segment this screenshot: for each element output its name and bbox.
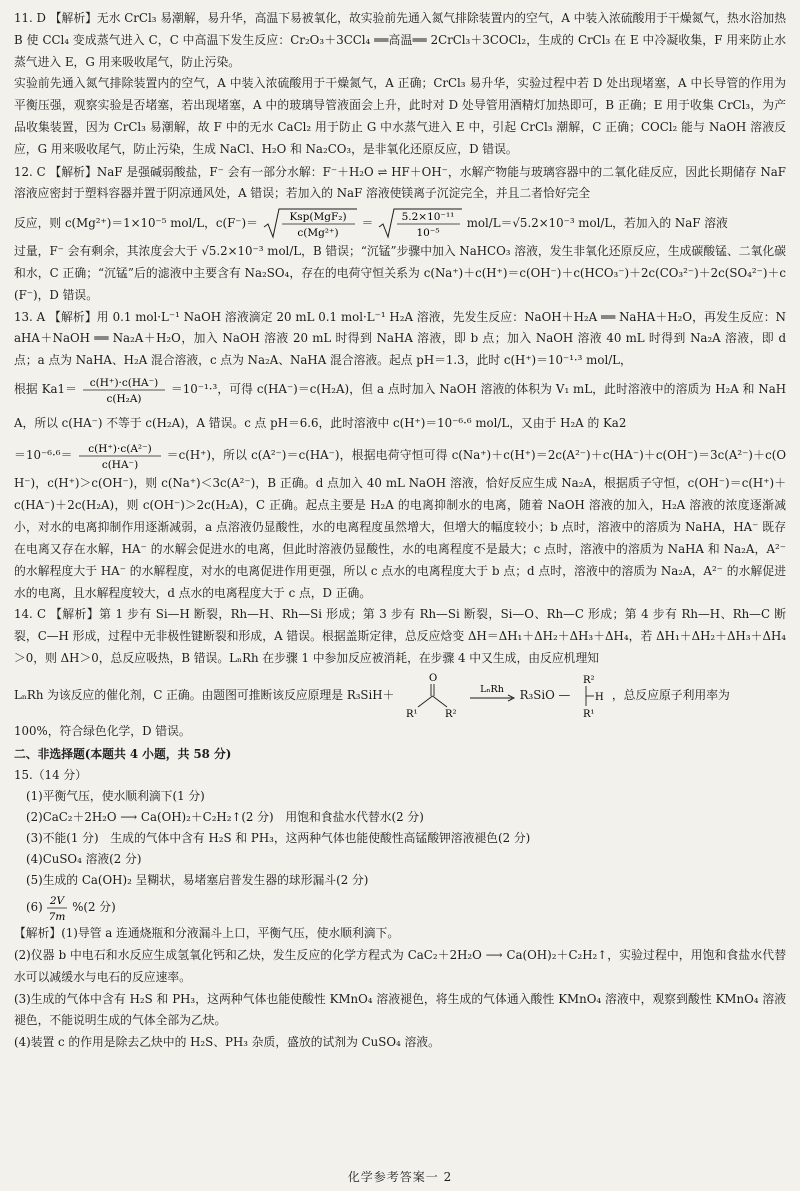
q13-ka2-fraction (77, 440, 163, 472)
q13-frac1-den: c(H₂A) (106, 392, 142, 405)
r2-label: R² (445, 709, 457, 721)
q13-ka2-text: ＝10⁻⁶·⁶＝ (14, 447, 73, 462)
q12-frac1-den: c(Mg²⁺) (297, 227, 339, 240)
q12-sqrt-fraction-1 (262, 207, 358, 241)
q12-frac2-den: 10⁻⁵ (416, 227, 440, 240)
q12-frac1-num: Ksp(MgF₂) (289, 211, 347, 224)
q13-ka1-fraction (81, 374, 167, 406)
q12-paragraph-c: 过量，F⁻ 会有剩余，其浓度会大于 √5.2×10⁻³ mol/L，B 错误；“沉锰”步骤中加入 NaHCO₃ 溶液，发生非氧化还原反应，生成碳酸锰、二氧化碳和水，C 正确；“沉锰”后的滤液中主要含有 Na₂SO₄，存在的电荷守恒关系为 c(Na⁺)＋c(H⁺)＝c(OH⁻)＋c(HCO₃⁻)＋2c(CO₃²⁻)＋2c(SO₄²⁻)＋c(F⁻)，D 错误。 (14, 244, 786, 302)
q15-answer-1: (1)平衡气压，使水顺利滴下(1 分) (26, 789, 205, 804)
q14-atom-economy-text: ，总反应原子利用率为 (611, 688, 730, 703)
q15-a6-denominator: 7m (49, 911, 66, 924)
q15-answer-3: (3)不能(1 分) 生成的气体中含有 H₂S 和 PH₃，这两种气体也能使酸性高锰酸钾溶液褪色(2 分) (26, 831, 531, 846)
oxygen-atom-label: O (429, 673, 438, 685)
section-heading: 二、非选择题(本题共 4 小题，共 58 分) (14, 747, 232, 762)
q13-frac1-num: c(H⁺)·c(HA⁻) (89, 376, 159, 389)
q15-header: 15.（14 分） (14, 768, 87, 783)
q12-formula-text-2: ＝ (361, 216, 374, 231)
q15-a6-prefix: (6) (26, 900, 43, 915)
q12-paragraph-a: 12. C 【解析】NaF 是强碱弱酸盐，F⁻ 会有一部分水解：F⁻＋H₂O ⇌ HF＋OH⁻，水解产物能与玻璃容器中的二氧化硅反应，因此长期储存 NaF 溶液应密封于塑料容器并置于阴凉通风处，A 错误；若加入的 NaF 溶液使镁离子沉淀完全，并且二者恰好完全 (14, 164, 786, 201)
q12-formula-text-1: 反应，则 c(Mg²⁺)＝1×10⁻⁵ mol/L，c(F⁻)＝ (14, 216, 258, 231)
q15-a6-fraction (46, 893, 68, 923)
r2-product-label: R² (583, 675, 595, 687)
q13-frac2-den: c(HA⁻) (101, 458, 138, 471)
q14-product-text: R₃SiO — (519, 688, 571, 703)
q12-frac2-num: 5.2×10⁻¹¹ (401, 211, 455, 224)
q15-answer-6 (14, 891, 786, 923)
ketone-structure (398, 671, 464, 721)
q15-answer-4: (4)CuSO₄ 溶液(2 分) (26, 852, 142, 867)
q14-paragraph-c: 100%，符合绿色化学，D 错误。 (14, 724, 191, 739)
q15-explanation-3: (3)生成的气体中含有 H₂S 和 PH₃，这两种气体也能使酸性 KMnO₄ 溶液褪色，将生成的气体通入酸性 KMnO₄ 溶液中，观察到酸性 KMnO₄ 溶液褪色，不能说明生成的气体全部为乙炔。 (14, 991, 786, 1028)
q13-paragraph-a: 13. A 【解析】用 0.1 mol·L⁻¹ NaOH 溶液滴定 20 mL 0.1 mol·L⁻¹ H₂A 溶液，先发生反应：NaOH＋H₂A ══ NaHA＋H₂O，再发生反应：NaHA＋NaOH ══ Na₂A＋H₂O，加入 NaOH 溶液 20 mL 时得到 NaHA 溶液，即 b 点；加入 NaOH 溶液 40 mL 时得到 Na₂A 溶液，即 d 点；a 点为 NaHA、H₂A 混合溶液，c 点为 Na₂A、NaHA 混合溶液。起点 pH＝1.3，此时 c(H⁺)＝10⁻¹·³ mol/L， (14, 309, 786, 368)
q12-formula-line (14, 205, 786, 241)
q13-ka1-line (14, 372, 786, 440)
q12-formula-text-3: mol/L＝√5.2×10⁻³ mol/L，若加入的 NaF 溶液 (466, 216, 728, 231)
r1-label: R¹ (406, 709, 418, 721)
q13-frac2-num: c(H⁺)·c(A²⁻) (87, 442, 152, 455)
page-footer: 化学参考答案一 2 (347, 1170, 453, 1184)
arrow-catalyst-label: LₙRh (480, 684, 504, 696)
q13-ka1-text: 根据 Ka1＝ (14, 381, 78, 396)
q15-a6-numerator: 2V (50, 895, 65, 908)
q14-paragraph-a: 14. C 【解析】第 1 步有 Si—H 断裂，Rh—H、Rh—Si 形成；第 3 步有 Rh—Si 断裂，Si—O、Rh—C 形成；第 4 步有 Rh—H、Rh—C 断裂，C—H 形成，过程中无非极性键断裂和形成，A 错误。根据盖斯定律，总反应焓变 ΔH＝ΔH₁＋ΔH₂＋ΔH₃＋ΔH₄，若 ΔH₁＋ΔH₂＋ΔH₃＋ΔH₄＞0，则 ΔH＞0，总反应吸热，B 错误。LₙRh 在步骤 1 中参加反应被消耗，在步骤 4 中又生成，由反应机理知 (14, 606, 786, 665)
q15-answer-2: (2)CaC₂＋2H₂O ⟶ Ca(OH)₂＋C₂H₂↑(2 分) 用饱和食盐水代替水(2 分) (26, 810, 424, 825)
reaction-arrow (468, 681, 516, 711)
q11-paragraph: 11. D 【解析】无水 CrCl₃ 易潮解，易升华，高温下易被氧化，故实验前先通入氮气排除装置内的空气，A 中装入浓硫酸用于干燥氮气，热水浴加热 B 使 CCl₄ 变成蒸气进入 C，C 中高温下发生反应：Cr₂O₃＋3CCl₄ ══高温══ 2CrCl₃＋3COCl₂，生成的 CrCl₃ 在 E 中冷凝收集，F 用来防止水蒸气进入 E，G 用来吸收尾气，防止污染。 (14, 11, 786, 69)
q15-a6-suffix: %(2 分) (72, 900, 116, 915)
r1-product-label: R¹ (583, 709, 595, 721)
q12-sqrt-fraction-2 (377, 207, 463, 241)
q11-analysis: 实验前先通入氮气排除装置内的空气，A 中装入浓硫酸用于干燥氮气，A 正确；CrCl₃ 易升华，实验过程中若 D 处出现堵塞，A 中长导管的作用为平衡压强，观察实验是否堵塞，若出现堵塞，A 中的玻璃导管液面会上升，此时对 D 处导管用酒精灯加热即可，B 正确；E 用于收集 CrCl₃，为产品收集装置，因为 CrCl₃ 易潮解，故 F 中的无水 CaCl₂ 用于防止 G 中水蒸气进入 E 中，引起 CrCl₃ 潮解，C 正确；COCl₂ 能与 NaOH 溶液反应，G 用来吸收尾气，防止污染，生成 NaCl、H₂O 和 Na₂CO₃，是非氧化还原反应，D 错误。 (14, 76, 786, 156)
q15-explanation-2: (2)仪器 b 中电石和水反应生成氢氧化钙和乙炔，发生反应的化学方程式为 CaC₂＋2H₂O ⟶ Ca(OH)₂＋C₂H₂↑，实验过程中，用饱和食盐水代替水可以减缓水与电石的反应速率。 (14, 947, 786, 984)
q13-ka2-line (14, 440, 786, 604)
q13-ka2-rest: ＝c(H⁺)，所以 c(A²⁻)＝c(HA⁻)，根据电荷守恒可得 c(Na⁺)＋c(H⁺)＝2c(A²⁻)＋c(HA⁻)＋c(OH⁻)＝3c(A²⁻)＋c(OH⁻)，c(H⁺)＞c(OH⁻)，则 c(Na⁺)＜3c(A²⁻)，B 正确。d 点加入 40 mL NaOH 溶液，恰好反应生成 Na₂A，根据质子守恒，c(OH⁻)＝c(H⁺)＋c(HA⁻)＋2c(H₂A)，则 c(OH⁻)＞2c(H₂A)，C 正确。起点主要是 H₂A 的电离抑制水的电离，随着 NaOH 溶液的加入，H₂A 溶液的浓度逐渐减小，对水的电离抑制作用逐渐减弱，a 点溶液仍显酸性，水的电离程度虽然增大，但增大的幅度较小；b 点时，溶液中的溶质为 NaHA，HA⁻ 既存在电离又存在水解，HA⁻ 的水解会促进水的电离，但此时溶液仍显酸性，水的电离程度不是最大；c 点时，溶液中的溶质为 NaHA 和 Na₂A，A²⁻ 的水解程度大于 HA⁻ 的水解程度，对水的电离促进作用更强，所以 c 点水的电离程度大于 b 点；d 点时，溶液中的溶质为 Na₂A，A²⁻ 的水解促进水的电离，且水解程度较大，d 点水的电离程度大于 c 点，D 正确。 (14, 447, 787, 600)
q14-mechanism-line (14, 669, 786, 721)
q15-explanation-4: (4)装置 c 的作用是除去乙炔中的 H₂S、PH₃ 杂质，盛放的试剂为 CuSO₄ 溶液。 (14, 1035, 440, 1050)
product-structure (574, 671, 608, 721)
q15-explanation-1: 【解析】(1)导管 a 连通烧瓶和分液漏斗上口，平衡气压，使水顺利滴下。 (14, 926, 400, 941)
q15-answer-5: (5)生成的 Ca(OH)₂ 呈糊状，易堵塞启普发生器的球形漏斗(2 分) (26, 873, 369, 888)
q13-ka1-rest: ＝10⁻¹·³，可得 c(HA⁻)＝c(H₂A)，但 a 点时加入 NaOH 溶液的体积为 V₁ mL，此时溶液中的溶质为 H₂A 和 NaHA，所以 c(HA⁻) 不等于 c(H₂A)，A 错误。c 点 pH＝6.6，此时溶液中 c(H⁺)＝10⁻⁶·⁶ mol/L，又由于 H₂A 的 Ka2 (14, 381, 787, 430)
h-atom-label: H (595, 692, 604, 704)
q14-mechanism-text: LₙRh 为该反应的催化剂，C 正确。由题图可推断该反应原理是 R₃SiH＋ (14, 688, 395, 703)
